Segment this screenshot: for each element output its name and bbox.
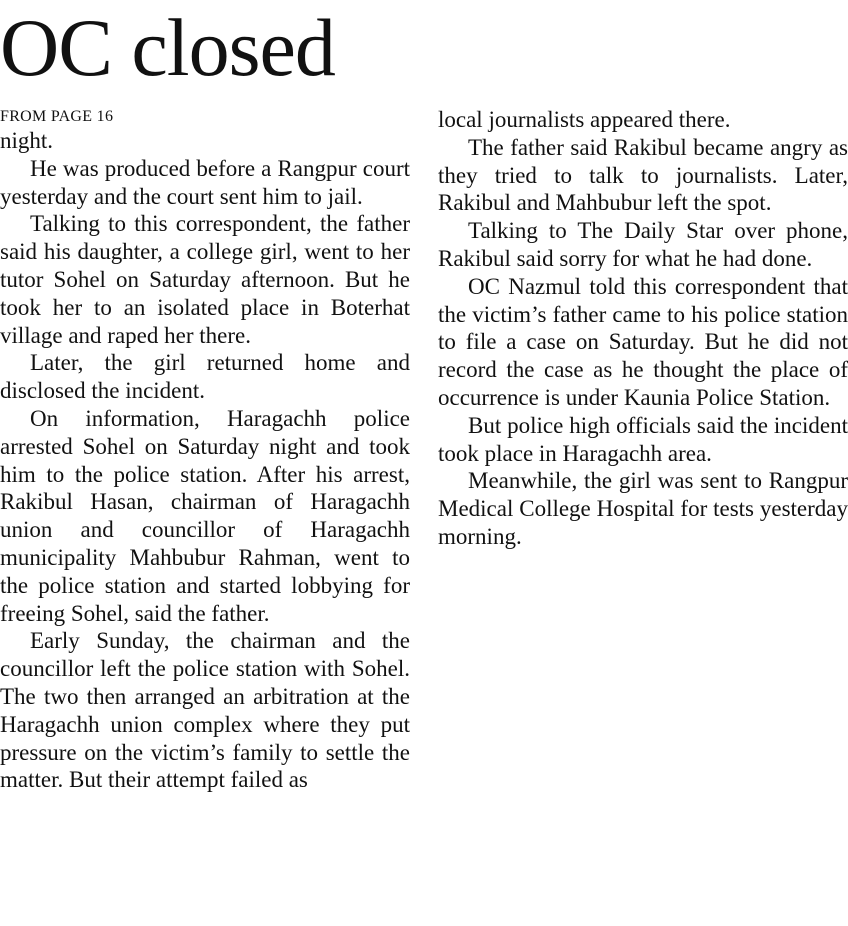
paragraph: Early Sunday, the chairman and the councillor left the police station with Sohel. The two then arranged an arbitration at the Haragachh union complex where they put pressure on the victim’s family to settle the matter. But their attempt failed as — [0, 628, 410, 793]
paragraph: But police high officials said the incident took place in Haragachh area. — [438, 412, 848, 466]
paragraph: OC Nazmul told this correspondent that the victim’s father came to his police station to file a case on Saturday. But he did not record the case as he thought the place of occurrence is under Kaunia Police Station. — [438, 273, 848, 410]
headline: OC closed — [0, 2, 335, 93]
paragraph: Talking to The Daily Star over phone, Rakibul said sorry for what he had done. — [438, 218, 848, 271]
paragraph: On information, Haragachh police arrested Sohel on Saturday night and took him to the police station. After his arrest, Rakibul Hasan, chairman of Haragachh union and councillor of Haragachh municipality Mahbubur Rahman, went to the police station and started lobbying for freeing Sohel, said the father. — [0, 405, 410, 626]
article-column-right — [438, 104, 848, 551]
paragraph: Later, the girl returned home and disclosed the incident. — [0, 350, 410, 404]
jump-line: FROM PAGE 16 — [0, 108, 114, 125]
paragraph: Talking to this correspondent, the father said his daughter, a college girl, went to her tutor Sohel on Saturday afternoon. But he took her to an isolated place in Boterhat village and raped her there. — [0, 211, 410, 348]
paragraph: local journalists appeared there. — [438, 107, 731, 132]
paragraph: The father said Rakibul became angry as they tried to talk to journalists. Later, Rakibul and Mahbubur left the spot. — [438, 134, 848, 216]
paragraph: Meanwhile, the girl was sent to Rangpur Medical College Hospital for tests yesterday morning. — [438, 468, 848, 549]
article-column-left — [0, 104, 410, 794]
paragraph: He was produced before a Rangpur court yesterday and the court sent him to jail. — [0, 155, 410, 209]
paragraph: night. — [0, 128, 54, 153]
